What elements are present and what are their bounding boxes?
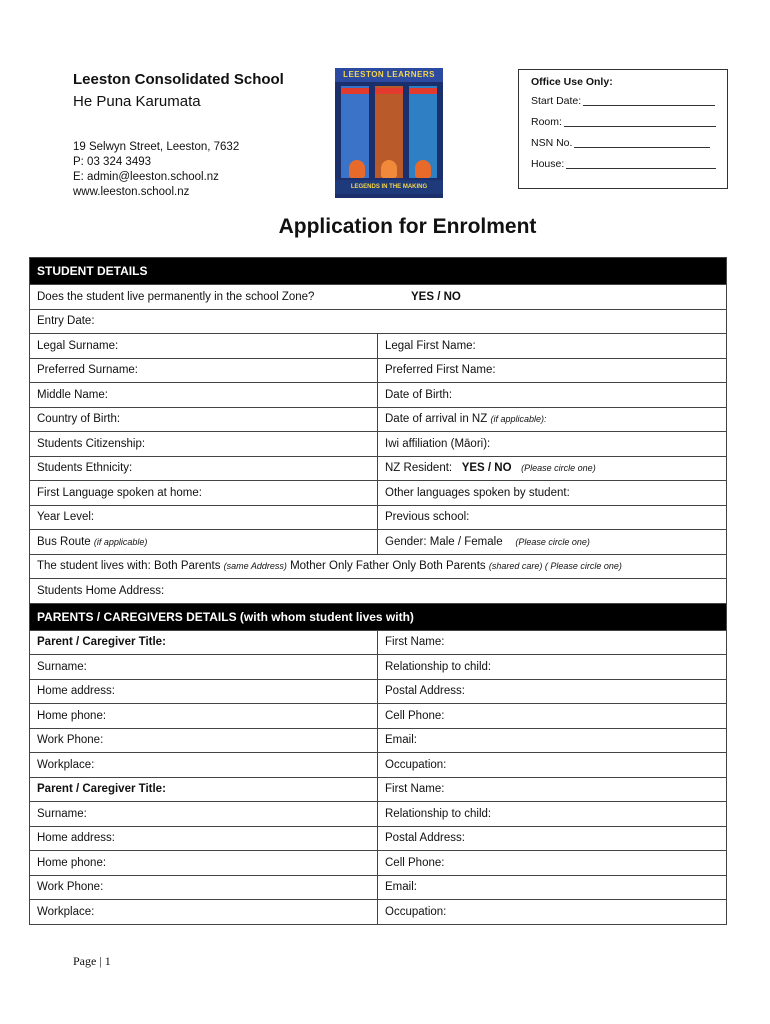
parent2-title-field[interactable]: Parent / Caregiver Title: xyxy=(30,777,378,802)
parent2-workplace-field[interactable]: Workplace: xyxy=(30,900,378,925)
parent1-first-name-field[interactable]: First Name: xyxy=(378,630,727,655)
ethnicity-field[interactable]: Students Ethnicity: xyxy=(30,456,378,481)
parent1-email-field[interactable]: Email: xyxy=(378,728,727,753)
parent2-email-field[interactable]: Email: xyxy=(378,875,727,900)
parent1-title-field[interactable]: Parent / Caregiver Title: xyxy=(30,630,378,655)
zone-answer[interactable]: YES / NO xyxy=(411,291,461,303)
parent1-relationship-field[interactable]: Relationship to child: xyxy=(378,655,727,680)
gender-note: (Please circle one) xyxy=(515,536,590,547)
logo-bar xyxy=(375,88,403,94)
home-address-field[interactable]: Students Home Address: xyxy=(30,579,727,604)
zone-question-row[interactable] xyxy=(30,285,727,310)
parent2-occupation-field[interactable]: Occupation: xyxy=(378,900,727,925)
logo-figure-icon xyxy=(415,160,431,178)
parent1-work-phone-field[interactable]: Work Phone: xyxy=(30,728,378,753)
logo-banner: LEESTON LEARNERS xyxy=(335,68,443,82)
preferred-surname-field[interactable]: Preferred Surname: xyxy=(30,358,378,383)
nz-resident-note: (Please circle one) xyxy=(521,463,596,474)
previous-school-field[interactable]: Previous school: xyxy=(378,505,727,530)
iwi-field[interactable]: Iwi affiliation (Māori): xyxy=(378,432,727,457)
office-start-date-field[interactable] xyxy=(583,105,715,106)
parent2-surname-field[interactable]: Surname: xyxy=(30,802,378,827)
parent1-cell-phone-field[interactable]: Cell Phone: xyxy=(378,704,727,729)
bus-route-label: Bus Route xyxy=(37,535,91,548)
office-house-field[interactable] xyxy=(566,168,716,169)
citizenship-field[interactable]: Students Citizenship: xyxy=(30,432,378,457)
school-address: 19 Selwyn Street, Leeston, 7632 xyxy=(73,141,240,153)
parent2-home-address-field[interactable]: Home address: xyxy=(30,826,378,851)
parent2-cell-phone-field[interactable]: Cell Phone: xyxy=(378,851,727,876)
lives-with-options: Mother Only Father Only Both Parents xyxy=(290,560,486,573)
lives-with-shared-note: (shared care) ( Please circle one) xyxy=(488,561,622,572)
zone-question: Does the student live permanently in the school Zone? xyxy=(37,290,315,303)
office-nsn-field[interactable] xyxy=(574,147,710,148)
school-info xyxy=(73,70,284,112)
nz-resident-answer[interactable]: YES / NO xyxy=(461,462,512,475)
student-details-header: STUDENT DETAILS xyxy=(30,258,727,285)
lives-with-same-note: (same Address) xyxy=(223,561,287,572)
arrival-note: (if applicable): xyxy=(490,414,547,425)
preferred-first-name-field[interactable]: Preferred First Name: xyxy=(378,358,727,383)
logo-figure-icon xyxy=(381,160,397,178)
parent2-postal-address-field[interactable]: Postal Address: xyxy=(378,826,727,851)
lives-with-label: The student lives with: Both Parents xyxy=(37,560,221,573)
parent1-workplace-field[interactable]: Workplace: xyxy=(30,753,378,778)
nz-resident-field[interactable] xyxy=(378,456,727,481)
bus-route-field[interactable] xyxy=(30,530,378,555)
school-logo xyxy=(335,68,443,198)
school-maori-name: He Puna Karumata xyxy=(73,93,201,110)
parent1-occupation-field[interactable]: Occupation: xyxy=(378,753,727,778)
dob-field[interactable]: Date of Birth: xyxy=(378,383,727,408)
parents-details-header: PARENTS / CAREGIVERS DETAILS (with whom student lives with) xyxy=(30,603,727,630)
arrival-date-field[interactable] xyxy=(378,407,727,432)
page-number: Page | 1 xyxy=(73,954,111,968)
lives-with-field[interactable] xyxy=(30,554,727,579)
entry-date-field[interactable]: Entry Date: xyxy=(30,309,727,334)
office-room-field[interactable] xyxy=(564,126,716,127)
nz-resident-label: NZ Resident: xyxy=(385,462,453,475)
country-of-birth-field[interactable]: Country of Birth: xyxy=(30,407,378,432)
office-house-label: House: xyxy=(531,158,565,170)
bus-route-note: (if applicable) xyxy=(93,536,148,547)
school-website: www.leeston.school.nz xyxy=(73,186,190,198)
enrolment-form xyxy=(29,257,727,925)
office-title: Office Use Only: xyxy=(531,76,613,88)
logo-figure-icon xyxy=(349,160,365,178)
middle-name-field[interactable]: Middle Name: xyxy=(30,383,378,408)
parent2-work-phone-field[interactable]: Work Phone: xyxy=(30,875,378,900)
arrival-label: Date of arrival in NZ xyxy=(385,413,488,426)
parent2-home-phone-field[interactable]: Home phone: xyxy=(30,851,378,876)
first-language-field[interactable]: First Language spoken at home: xyxy=(30,481,378,506)
parent1-home-phone-field[interactable]: Home phone: xyxy=(30,704,378,729)
page-title: Application for Enrolment xyxy=(278,215,537,238)
logo-bar xyxy=(409,88,437,94)
school-contact xyxy=(73,140,239,200)
school-phone: P: 03 324 3493 xyxy=(73,156,152,168)
gender-field[interactable] xyxy=(378,530,727,555)
logo-bar xyxy=(341,88,369,94)
parent2-relationship-field[interactable]: Relationship to child: xyxy=(378,802,727,827)
parent1-surname-field[interactable]: Surname: xyxy=(30,655,378,680)
legal-first-name-field[interactable]: Legal First Name: xyxy=(378,334,727,359)
school-name: Leeston Consolidated School xyxy=(73,71,284,88)
office-start-date-label: Start Date: xyxy=(531,95,582,107)
parent2-first-name-field[interactable]: First Name: xyxy=(378,777,727,802)
parent1-home-address-field[interactable]: Home address: xyxy=(30,679,378,704)
school-email: E: admin@leeston.school.nz xyxy=(73,171,219,183)
office-use-box xyxy=(518,69,728,189)
other-languages-field[interactable]: Other languages spoken by student: xyxy=(378,481,727,506)
year-level-field[interactable]: Year Level: xyxy=(30,505,378,530)
office-room-label: Room: xyxy=(531,116,562,128)
legal-surname-field[interactable]: Legal Surname: xyxy=(30,334,378,359)
parent1-postal-address-field[interactable]: Postal Address: xyxy=(378,679,727,704)
gender-label: Gender: Male / Female xyxy=(385,535,503,548)
office-nsn-label: NSN No. xyxy=(531,137,573,149)
logo-subtitle: LEGENDS IN THE MAKING xyxy=(335,180,443,194)
